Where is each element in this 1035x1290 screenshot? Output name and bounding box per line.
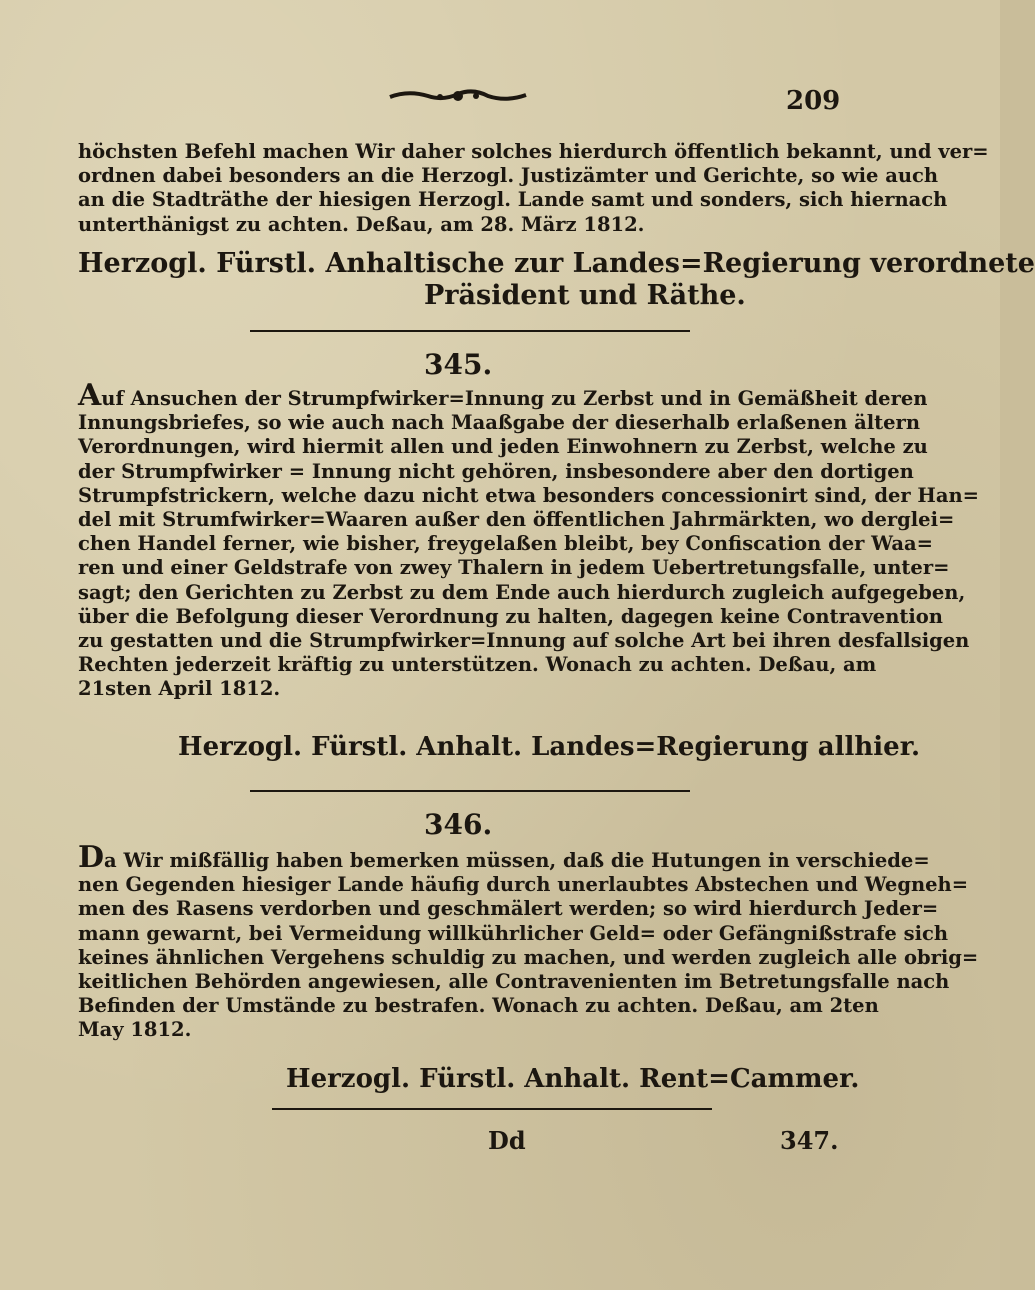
text-line: mann gewarnt, bei Vermeidung willkührlicher Geld= oder Gefängnißstrafe sich bbox=[78, 921, 949, 945]
text-line: Rechten jederzeit kräftig zu unterstützen. Wonach zu achten. Deßau, am bbox=[78, 653, 877, 677]
section-number-346: 346. bbox=[424, 808, 493, 841]
text-line: sagt; den Gerichten zu Zerbst zu dem Ende auch hierdurch zugleich aufgegeben, bbox=[78, 580, 966, 604]
text-line: an die Stadträthe der hiesigen Herzogl. Lande samt und sonders, sich hiernach bbox=[78, 188, 948, 212]
prev-signature-line-2: Präsident und Räthe. bbox=[424, 280, 746, 311]
text-line: chen Handel ferner, wie bisher, freygelaßen bleibt, bey Confiscation der Waa= bbox=[78, 532, 933, 556]
text-line: Befinden der Umstände zu bestrafen. Wonach zu achten. Deßau, am 2ten bbox=[78, 994, 879, 1018]
section-divider bbox=[250, 330, 690, 332]
text-line: ordnen dabei besonders an die Herzogl. Justizämter und Gerichte, so wie auch bbox=[78, 164, 939, 188]
text-line: unterthänigst zu achten. Deßau, am 28. März 1812. bbox=[78, 212, 645, 236]
section-345-text bbox=[78, 378, 979, 702]
text-line: nen Gegenden hiesiger Lande häufig durch unerlaubtes Abstechen und Wegneh= bbox=[78, 873, 969, 897]
section-divider bbox=[250, 790, 690, 792]
signature-mark: Dd bbox=[488, 1126, 526, 1155]
text-line: zu gestatten und die Strumpfwirker=Innung auf solche Art bei ihren desfallsigen bbox=[78, 629, 970, 653]
prev-section-text bbox=[78, 140, 989, 237]
prev-signature-line-1: Herzogl. Fürstl. Anhaltische zur Landes=Regierung verordnete bbox=[78, 248, 1035, 279]
text-line: ren und einer Geldstrafe von zwey Thalern in jedem Uebertretungsfalle, unter= bbox=[78, 556, 950, 580]
dropcap: A bbox=[78, 378, 102, 413]
text-line: Da Wir mißfällig haben bemerken müssen, daß die Hutungen in verschiede= bbox=[78, 840, 930, 875]
text-line: Strumpfstrickern, welche dazu nicht etwa besonders concessionirt sind, der Han= bbox=[78, 483, 979, 507]
text-line: keines ähnlichen Vergehens schuldig zu machen, und werden zugleich alle obrig= bbox=[78, 945, 979, 969]
header-ornament bbox=[388, 88, 528, 104]
catchword: 347. bbox=[780, 1126, 839, 1155]
text-line: May 1812. bbox=[78, 1018, 192, 1042]
section-345-signature: Herzogl. Fürstl. Anhalt. Landes=Regierung allhier. bbox=[178, 732, 921, 762]
dropcap: D bbox=[78, 840, 105, 875]
text-line: Auf Ansuchen der Strumpfwirker=Innung zu Zerbst und in Gemäßheit deren bbox=[78, 378, 928, 413]
text-line: 21sten April 1812. bbox=[78, 677, 281, 701]
section-number-345: 345. bbox=[424, 348, 493, 381]
text-line: höchsten Befehl machen Wir daher solches hierdurch öffentlich bekannt, und ver= bbox=[78, 140, 989, 163]
section-346-signature: Herzogl. Fürstl. Anhalt. Rent=Cammer. bbox=[286, 1064, 860, 1094]
text-line: Innungsbriefes, so wie auch nach Maaßgabe der dieserhalb erlaßenen ältern bbox=[78, 411, 921, 435]
text-line: über die Befolgung dieser Verordnung zu halten, dagegen keine Contravention bbox=[78, 604, 943, 628]
page-number: 209 bbox=[786, 86, 841, 116]
section-divider bbox=[272, 1108, 712, 1110]
text-line: Verordnungen, wird hiermit allen und jeden Einwohnern zu Zerbst, welche zu bbox=[78, 435, 928, 459]
text-line: del mit Strumfwirker=Waaren außer den öffentlichen Jahrmärkten, wo derglei= bbox=[78, 508, 955, 532]
section-346-text bbox=[78, 840, 979, 1043]
text-line: der Strumpfwirker = Innung nicht gehören, insbesondere aber den dortigen bbox=[78, 459, 914, 483]
text-line: keitlichen Behörden angewiesen, alle Contravenienten im Betretungsfalle nach bbox=[78, 970, 950, 994]
text-line: men des Rasens verdorben und geschmälert werden; so wird hierdurch Jeder= bbox=[78, 897, 939, 921]
